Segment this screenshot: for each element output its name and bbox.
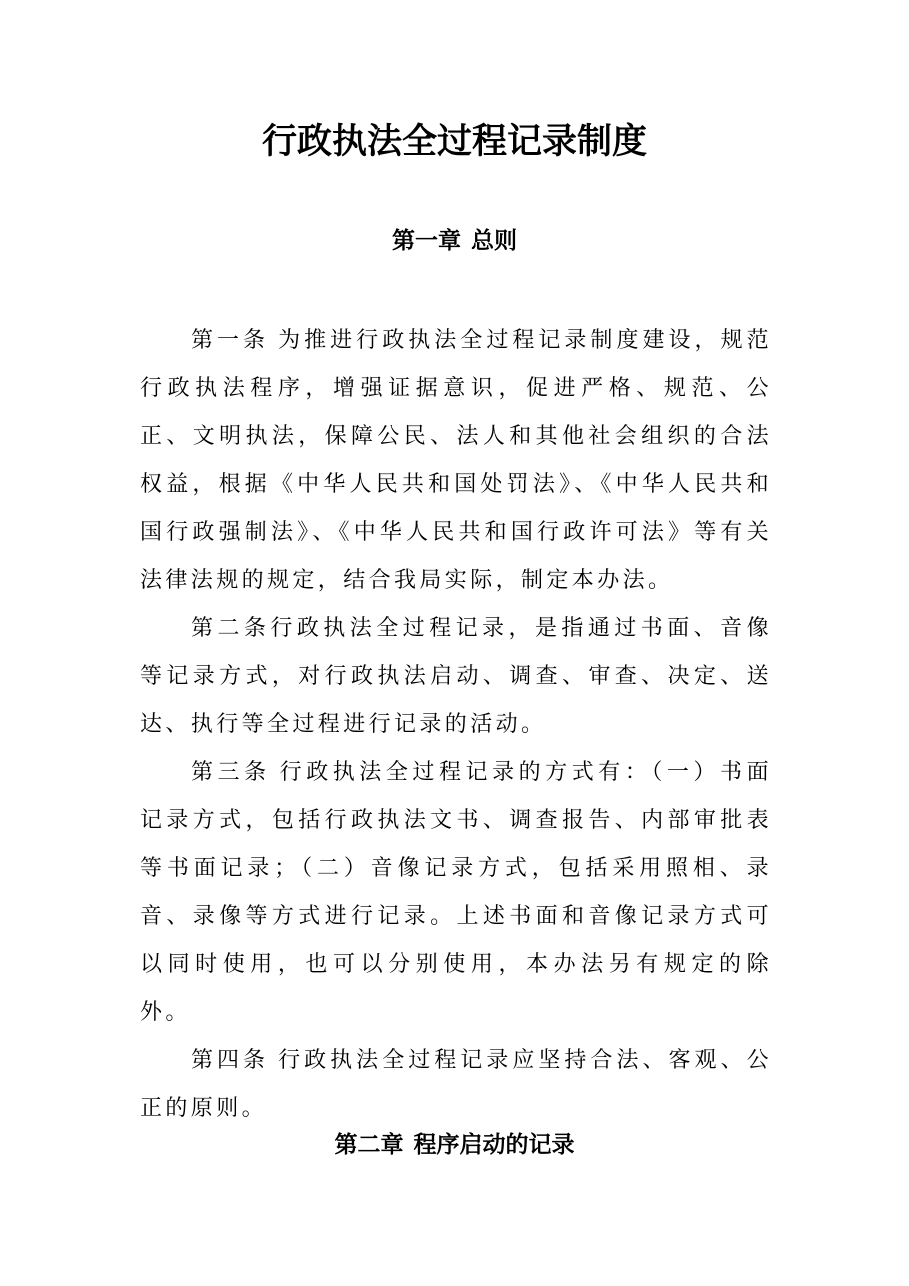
chapter-name: 程序启动的记录 xyxy=(413,1132,575,1158)
chapter-heading-1 xyxy=(0,224,909,258)
chapter-heading-2 xyxy=(0,1128,909,1162)
document-title: 行政执法全过程记录制度 xyxy=(261,121,647,162)
article-label: 第三条 xyxy=(191,760,271,785)
article-label: 第四条 xyxy=(191,1048,270,1073)
article-2 xyxy=(140,605,772,749)
chapter-number: 第一章 xyxy=(392,228,461,254)
article-text: 行政执法全过程记录，是指通过书面、音像等记录方式，对行政执法启动、调查、审查、决定、送达、执行等全过程进行记录的活动。 xyxy=(140,616,772,737)
article-4 xyxy=(140,1037,772,1133)
article-label: 第二条 xyxy=(191,616,271,641)
article-text: 行政执法全过程记录的方式有：（一）书面记录方式，包括行政执法文书、调查报告、内部审批表等书面记录；（二）音像记录方式，包括采用照相、录音、录像等方式进行记录。上述书面和音像记录方式可以同时使用，也可以分别使用，本办法另有规定的除外。 xyxy=(140,760,772,1025)
chapter-name: 总则 xyxy=(471,228,517,254)
article-text: 行政执法全过程记录应坚持合法、客观、公正的原则。 xyxy=(140,1048,772,1121)
article-text: 为推进行政执法全过程记录制度建设，规范行政执法程序，增强证据意识，促进严格、规范、公正、文明执法，保障公民、法人和其他社会组织的合法权益，根据《中华人民共和国处罚法》、《中华人民共和国行政强制法》、《中华人民共和国行政许可法》等有关法律法规的规定，结合我局实际，制定本办法。 xyxy=(140,328,772,593)
article-1 xyxy=(140,317,772,605)
chapter-number: 第二章 xyxy=(334,1132,404,1158)
article-3 xyxy=(140,749,772,1037)
chapter-1-body xyxy=(140,317,772,1133)
article-label: 第一条 xyxy=(191,328,270,353)
